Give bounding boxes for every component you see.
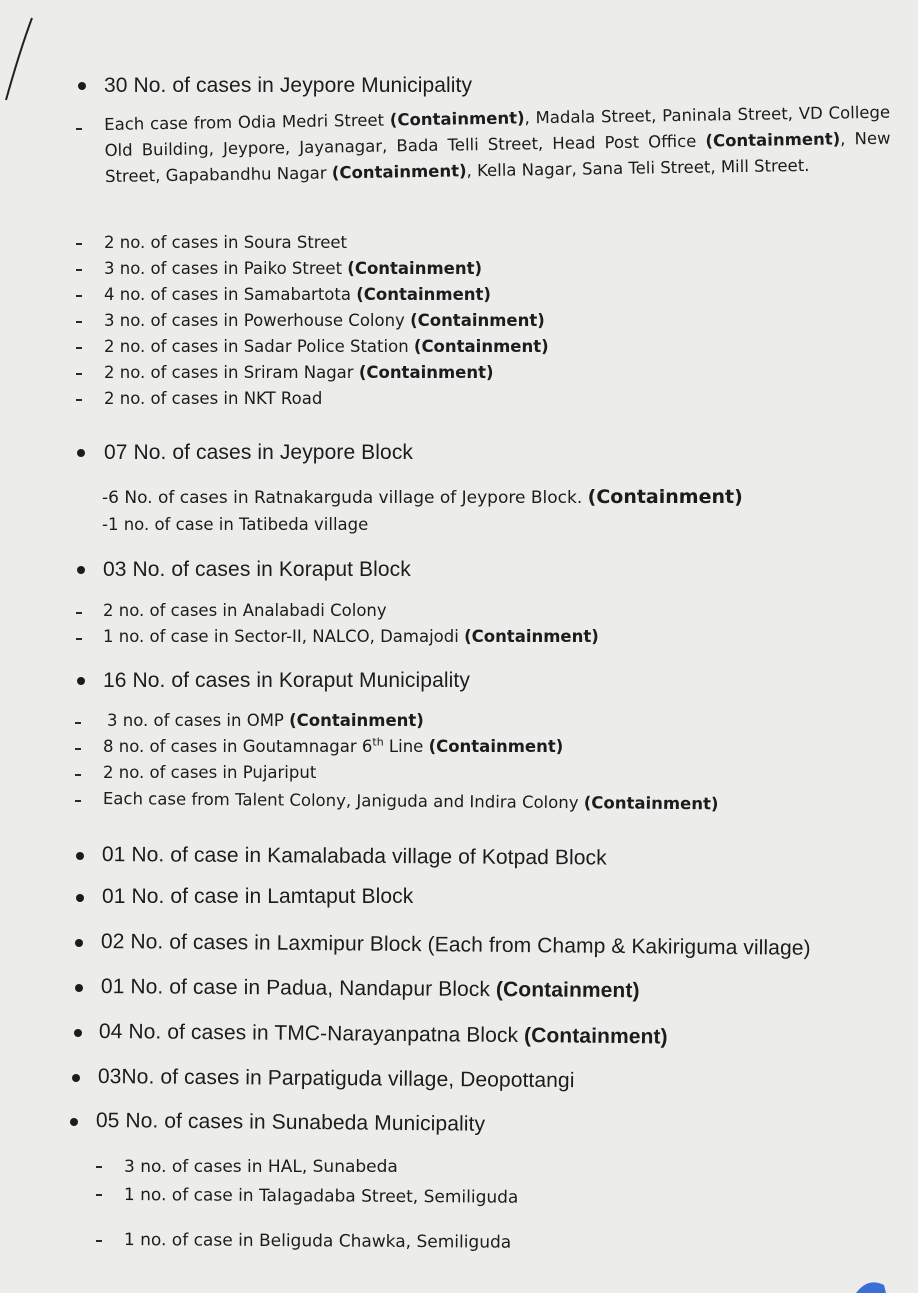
list-item: 3 no. of cases in Powerhouse Colony (Containment) [104,311,545,330]
section-heading-jeypore-block: 07 No. of cases in Jeypore Block [104,441,414,464]
dash-icon [75,748,81,750]
bullet-icon [74,1029,82,1037]
list-item: 2 no. of cases in Pujariput [103,763,317,782]
list-item: Each case from Talent Colony, Janiguda and Indira Colony (Containment) [102,789,719,814]
dash-icon [76,243,82,245]
pen-stroke-mark [0,0,40,110]
list-item: 2 no. of cases in Sadar Police Station (Containment) [104,337,549,356]
list-item: -6 No. of cases in Ratnakarguda village of Jeypore Block. (Containment) [102,486,743,508]
dash-icon [76,373,82,375]
list-item: 2 no. of cases in Analabadi Colony [103,601,387,620]
bullet-icon [70,1118,78,1126]
dash-icon [76,399,82,401]
edit-pen-icon [850,1273,890,1293]
list-item: 4 no. of cases in Samabartota (Containment) [104,285,491,304]
dash-icon [96,1166,102,1168]
dash-icon [76,295,82,297]
dash-icon [75,722,81,724]
list-item: 2 no. of cases in Soura Street [104,233,348,252]
section-heading-lamtaput: 01 No. of case in Lamtaput Block [102,885,414,908]
bullet-icon [72,1074,80,1082]
section-heading-koraput-block: 03 No. of cases in Koraput Block [103,558,411,581]
dash-icon [76,269,82,271]
dash-icon [76,638,82,640]
bullet-icon [76,852,84,860]
dash-icon [76,612,82,614]
dash-icon [96,1194,102,1196]
jeypore-municipality-locations-paragraph: Each case from Odia Medri Street (Containment), Madala Street, Paninala Street, VD College Old Building, Jeypore, Jayanagar, Bada Telli Street, Head Post Office (Containment), New Street, Gapabandhu Nagar (Containment), Kella Nagar, Sana Teli Street, Mill Street. [104,102,891,186]
list-item: 3 no. of cases in HAL, Sunabeda [124,1157,398,1177]
bullet-icon [78,82,86,90]
bullet-icon [76,894,84,902]
dash-icon [76,128,82,130]
list-item: 2 no. of cases in Sriram Nagar (Containment) [104,363,494,382]
bullet-icon [75,939,83,947]
section-heading-padua: 01 No. of case in Padua, Nandapur Block (Containment) [100,975,640,1003]
section-heading-parpatiguda: 03No. of cases in Parpatiguda village, Deopottangi [97,1065,575,1093]
dash-icon [75,800,81,802]
list-item: 1 no. of case in Sector-II, NALCO, Damajodi (Containment) [103,627,599,646]
list-item: 2 no. of cases in NKT Road [104,389,323,408]
section-heading-koraput-municipality: 16 No. of cases in Koraput Municipality [103,669,470,692]
section-heading-laxmipur: 02 No. of cases in Laxmipur Block (Each from Champ & Kakiriguma village) [100,930,811,960]
list-item: 1 no. of case in Talagadaba Street, Semiliguda [123,1185,519,1208]
section-heading-narayanpatna: 04 No. of cases in TMC-Narayanpatna Block (Containment) [98,1020,668,1049]
bullet-icon [77,449,85,457]
section-heading-kamalabada: 01 No. of case in Kamalabada village of Kotpad Block [101,843,607,870]
bullet-icon [77,566,85,574]
list-item: 8 no. of cases in Goutamnagar 6th Line (Containment) [103,735,564,756]
dash-icon [96,1240,102,1242]
list-item: 3 no. of cases in Paiko Street (Containment) [104,259,483,278]
section-heading-jeypore-municipality: 30 No. of cases in Jeypore Municipality [104,74,473,97]
bullet-icon [77,677,85,685]
section-heading-sunabeda: 05 No. of cases in Sunabeda Municipality [95,1109,486,1136]
list-item: -1 no. of case in Tatibeda village [102,515,369,534]
bullet-icon [75,984,83,992]
dash-icon [76,321,82,323]
list-item: 3 no. of cases in OMP (Containment) [107,711,424,730]
list-item: 1 no. of case in Beliguda Chawka, Semiliguda [123,1230,512,1253]
dash-icon [75,774,81,776]
dash-icon [76,347,82,349]
